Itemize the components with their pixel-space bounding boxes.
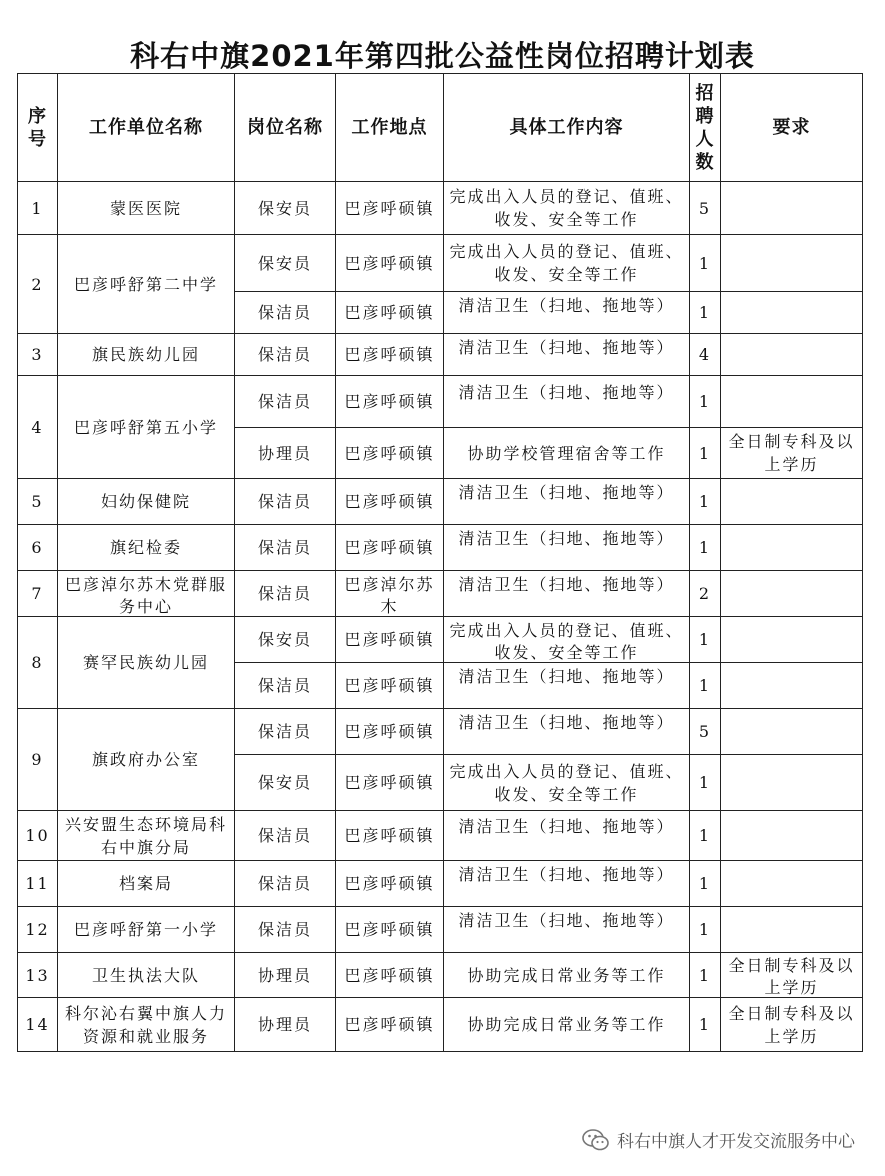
location-cell: 巴彦呼硕镇 (336, 525, 444, 571)
req-cell (721, 907, 863, 953)
location-cell: 巴彦呼硕镇 (336, 182, 444, 235)
content-text: 清洁卫生（扫地、拖地等） (458, 337, 675, 357)
req-cell (721, 292, 863, 334)
content-text: 清洁卫生（扫地、拖地等） (458, 816, 675, 836)
count-cell: 1 (690, 479, 721, 525)
count-cell: 1 (690, 998, 721, 1052)
seq-cell: 6 (18, 525, 58, 571)
position-cell: 协理员 (235, 428, 336, 479)
content-cell (444, 525, 690, 571)
count-cell: 2 (690, 571, 721, 617)
location-cell: 巴彦呼硕镇 (336, 861, 444, 907)
content-cell (444, 571, 690, 617)
seq-cell: 13 (18, 953, 58, 998)
count-cell: 1 (690, 292, 721, 334)
content-text: 清洁卫生（扫地、拖地等） (458, 712, 675, 732)
position-cell: 保洁员 (235, 334, 336, 376)
count-cell: 1 (690, 376, 721, 428)
count-cell: 1 (690, 907, 721, 953)
content-cell (444, 709, 690, 755)
position-cell: 保洁员 (235, 292, 336, 334)
content-cell (444, 376, 690, 428)
location-cell: 巴彦呼硕镇 (336, 334, 444, 376)
header-unit: 工作单位名称 (58, 74, 235, 182)
table-row (18, 953, 863, 998)
wechat-icon (581, 1128, 611, 1152)
position-cell: 协理员 (235, 998, 336, 1052)
location-cell: 巴彦呼硕镇 (336, 617, 444, 663)
recruitment-plan-table (17, 73, 863, 1052)
content-cell (444, 479, 690, 525)
header-location: 工作地点 (336, 74, 444, 182)
table-row (18, 617, 863, 663)
position-cell: 保洁员 (235, 479, 336, 525)
seq-cell: 5 (18, 479, 58, 525)
content-text: 清洁卫生（扫地、拖地等） (458, 382, 675, 402)
unit-cell: 赛罕民族幼儿园 (58, 617, 235, 709)
location-cell: 巴彦呼硕镇 (336, 479, 444, 525)
page-title: 科右中旗2021年第四批公益性岗位招聘计划表 (130, 39, 755, 73)
req-cell: 全日制专科及以上学历 (721, 428, 863, 479)
unit-cell (58, 571, 235, 617)
req-cell (721, 755, 863, 811)
content-text: 清洁卫生（扫地、拖地等） (458, 666, 675, 686)
content-cell (444, 617, 690, 663)
req-cell (721, 376, 863, 428)
content-text: 清洁卫生（扫地、拖地等） (458, 910, 675, 930)
location-text: 巴彦淖尔苏木 (344, 574, 435, 614)
position-cell: 协理员 (235, 953, 336, 998)
count-cell: 1 (690, 811, 721, 861)
unit-cell: 兴安盟生态环境局科右中旗分局 (58, 811, 235, 861)
seq-cell: 3 (18, 334, 58, 376)
table-row (18, 861, 863, 907)
table-row (18, 235, 863, 292)
unit-cell: 旗政府办公室 (58, 709, 235, 811)
position-cell: 保洁员 (235, 525, 336, 571)
header-position: 岗位名称 (235, 74, 336, 182)
table-row (18, 525, 863, 571)
seq-cell: 4 (18, 376, 58, 479)
table-row (18, 571, 863, 617)
table-row (18, 376, 863, 428)
count-cell: 1 (690, 755, 721, 811)
header-row (18, 74, 863, 182)
location-cell: 巴彦呼硕镇 (336, 428, 444, 479)
unit-text: 巴彦淖尔苏木党群服务中心 (64, 574, 227, 614)
unit-cell: 卫生执法大队 (58, 953, 235, 998)
table-row (18, 907, 863, 953)
location-cell: 巴彦呼硕镇 (336, 235, 444, 292)
seq-cell: 2 (18, 235, 58, 334)
content-cell (444, 861, 690, 907)
header-count: 招聘人数 (690, 74, 721, 182)
req-cell (721, 709, 863, 755)
unit-cell: 旗民族幼儿园 (58, 334, 235, 376)
content-cell (444, 292, 690, 334)
content-cell (444, 907, 690, 953)
seq-cell: 1 (18, 182, 58, 235)
count-cell: 1 (690, 235, 721, 292)
count-cell: 1 (690, 617, 721, 663)
content-text: 清洁卫生（扫地、拖地等） (458, 864, 675, 884)
position-cell: 保洁员 (235, 663, 336, 709)
table-row (18, 334, 863, 376)
content-cell (444, 334, 690, 376)
location-cell: 巴彦呼硕镇 (336, 953, 444, 998)
unit-cell: 巴彦呼舒第二中学 (58, 235, 235, 334)
req-cell (721, 811, 863, 861)
content-cell: 完成出入人员的登记、值班、收发、安全等工作 (444, 235, 690, 292)
location-cell: 巴彦呼硕镇 (336, 663, 444, 709)
count-cell: 1 (690, 953, 721, 998)
req-cell (721, 663, 863, 709)
req-cell: 全日制专科及以上学历 (721, 998, 863, 1052)
position-cell: 保安员 (235, 755, 336, 811)
unit-cell: 科尔沁右翼中旗人力资源和就业服务 (58, 998, 235, 1052)
count-cell: 1 (690, 428, 721, 479)
content-cell (444, 811, 690, 861)
content-text: 完成出入人员的登记、值班、收发、安全等工作 (449, 620, 684, 660)
content-cell: 协助完成日常业务等工作 (444, 953, 690, 998)
header-content: 具体工作内容 (444, 74, 690, 182)
position-cell: 保洁员 (235, 811, 336, 861)
count-cell: 1 (690, 525, 721, 571)
position-cell: 保安员 (235, 182, 336, 235)
count-cell: 5 (690, 709, 721, 755)
content-cell: 完成出入人员的登记、值班、收发、安全等工作 (444, 755, 690, 811)
location-cell: 巴彦呼硕镇 (336, 907, 444, 953)
unit-cell: 巴彦呼舒第五小学 (58, 376, 235, 479)
table-row (18, 182, 863, 235)
req-cell (721, 861, 863, 907)
seq-cell: 9 (18, 709, 58, 811)
position-cell: 保洁员 (235, 571, 336, 617)
req-cell (721, 235, 863, 292)
content-cell: 协助完成日常业务等工作 (444, 998, 690, 1052)
content-text: 清洁卫生（扫地、拖地等） (458, 574, 675, 594)
req-cell (721, 479, 863, 525)
position-cell: 保安员 (235, 617, 336, 663)
req-cell (721, 571, 863, 617)
seq-cell: 11 (18, 861, 58, 907)
location-cell: 巴彦呼硕镇 (336, 376, 444, 428)
location-cell: 巴彦呼硕镇 (336, 709, 444, 755)
req-cell (721, 182, 863, 235)
location-cell: 巴彦呼硕镇 (336, 998, 444, 1052)
unit-cell: 蒙医医院 (58, 182, 235, 235)
seq-cell: 14 (18, 998, 58, 1052)
position-cell: 保安员 (235, 235, 336, 292)
watermark-text: 科右中旗人才开发交流服务中心 (617, 1132, 855, 1152)
header-req: 要求 (721, 74, 863, 182)
count-cell: 1 (690, 861, 721, 907)
position-cell: 保洁员 (235, 907, 336, 953)
seq-cell: 10 (18, 811, 58, 861)
table-row (18, 811, 863, 861)
content-cell (444, 663, 690, 709)
table-row (18, 479, 863, 525)
count-cell: 4 (690, 334, 721, 376)
location-cell: 巴彦呼硕镇 (336, 811, 444, 861)
content-cell: 协助学校管理宿舍等工作 (444, 428, 690, 479)
req-cell (721, 953, 863, 998)
content-text: 清洁卫生（扫地、拖地等） (458, 528, 675, 548)
unit-cell: 档案局 (58, 861, 235, 907)
location-cell: 巴彦呼硕镇 (336, 755, 444, 811)
position-cell: 保洁员 (235, 861, 336, 907)
watermark (581, 1127, 855, 1152)
content-cell: 完成出入人员的登记、值班、收发、安全等工作 (444, 182, 690, 235)
table-row (18, 998, 863, 1052)
req-cell (721, 617, 863, 663)
header-seq: 序号 (18, 74, 58, 182)
content-text: 清洁卫生（扫地、拖地等） (458, 295, 675, 315)
seq-cell: 12 (18, 907, 58, 953)
count-cell: 1 (690, 663, 721, 709)
count-cell: 5 (690, 182, 721, 235)
seq-cell: 7 (18, 571, 58, 617)
location-cell (336, 571, 444, 617)
location-cell: 巴彦呼硕镇 (336, 292, 444, 334)
unit-cell: 妇幼保健院 (58, 479, 235, 525)
content-text: 清洁卫生（扫地、拖地等） (458, 482, 675, 502)
unit-cell: 巴彦呼舒第一小学 (58, 907, 235, 953)
position-cell: 保洁员 (235, 376, 336, 428)
seq-cell: 8 (18, 617, 58, 709)
table-row (18, 709, 863, 755)
position-cell: 保洁员 (235, 709, 336, 755)
req-text: 全日制专科及以上学历 (728, 956, 855, 995)
req-cell (721, 525, 863, 571)
unit-cell: 旗纪检委 (58, 525, 235, 571)
req-cell (721, 334, 863, 376)
